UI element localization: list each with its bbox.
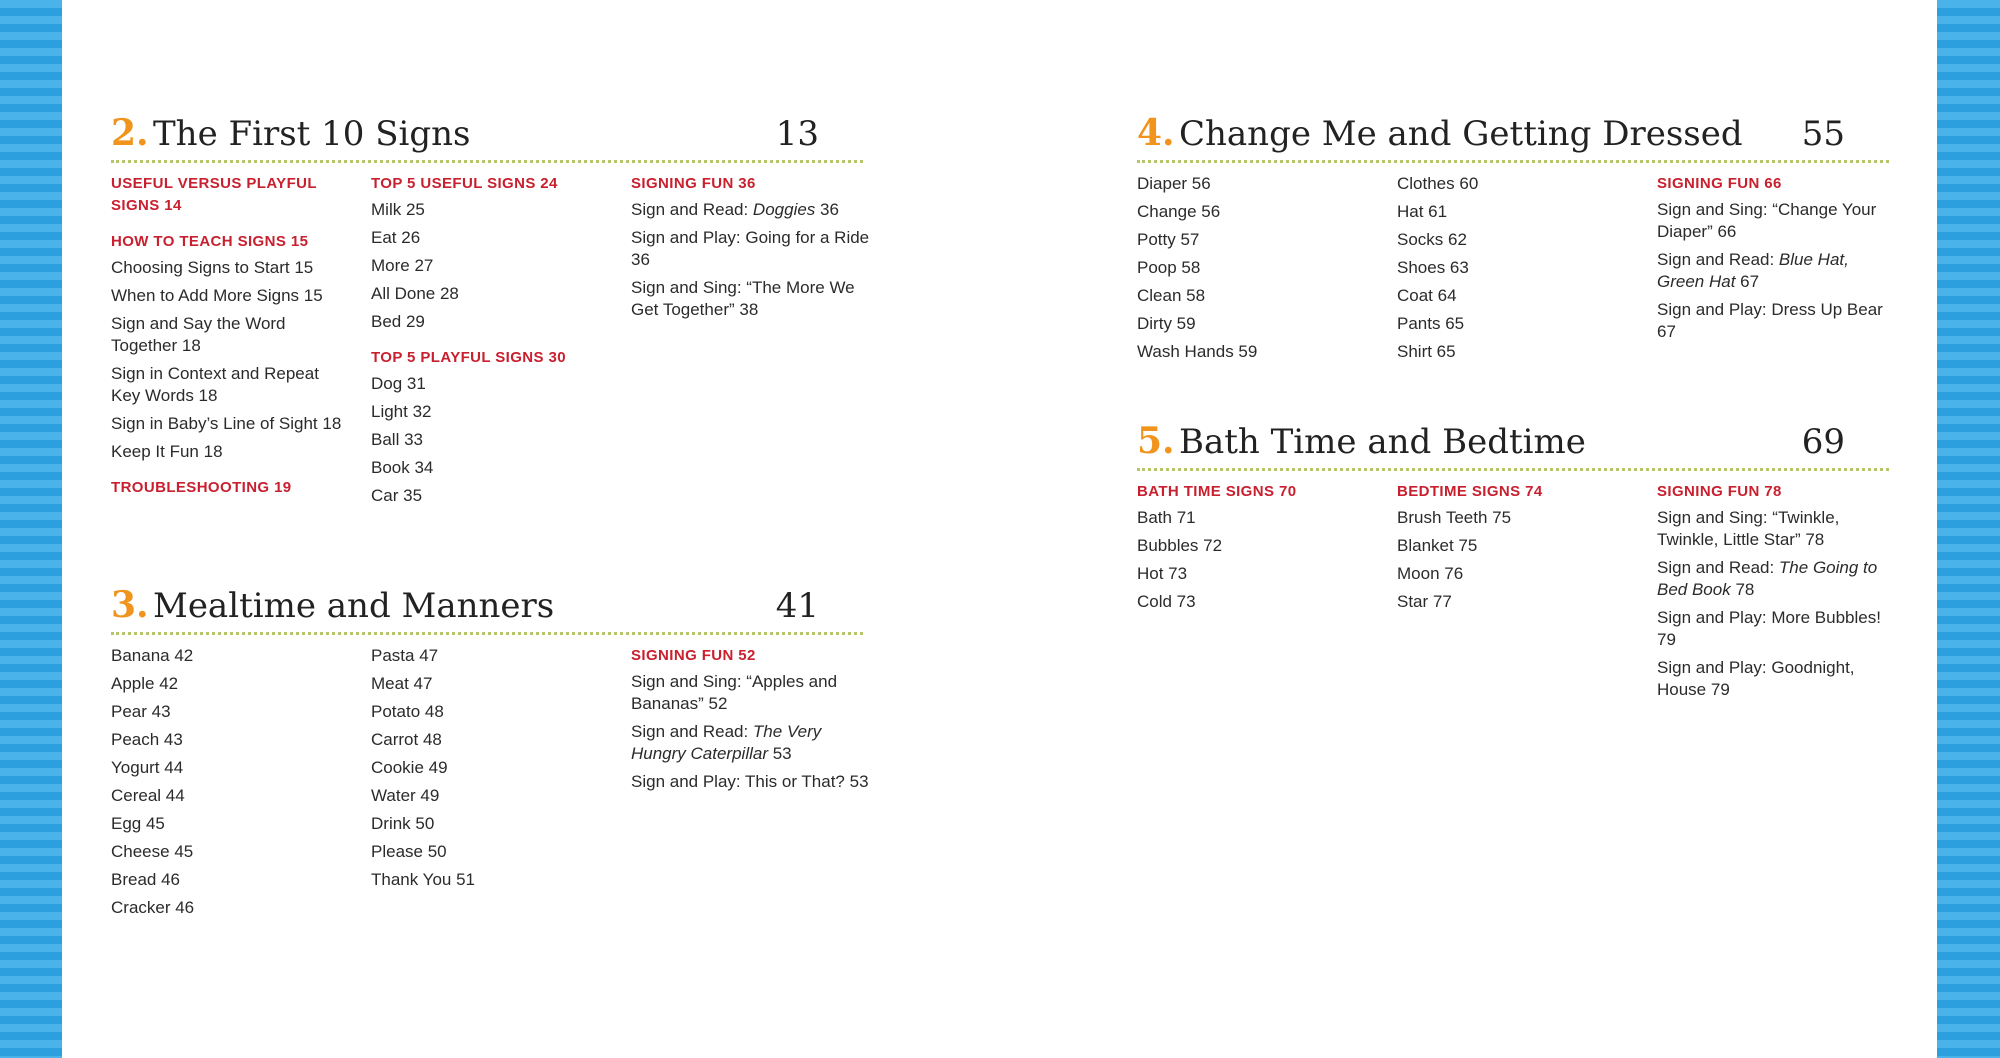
- toc-entry: Bread 46: [111, 870, 180, 889]
- column-2: [371, 645, 611, 897]
- toc-entry: Dirty 59: [1137, 314, 1196, 333]
- toc-entry: Car 35: [371, 486, 423, 505]
- chapter-title: Bath Time and Bedtime: [1179, 422, 1586, 462]
- column-2: [371, 173, 611, 513]
- section-heading: TOP 5 USEFUL SIGNS 24: [371, 175, 558, 192]
- section-heading: BATH TIME SIGNS 70: [1137, 483, 1297, 500]
- chapter-number: 2.: [111, 112, 149, 154]
- toc-entry: Eat 26: [371, 228, 421, 247]
- entry-prefix: Sign and Read:: [631, 722, 753, 741]
- toc-entry: Sign and Sing: “Apples and Bananas” 52: [631, 672, 838, 713]
- toc-entry: Sign and Play: This or That? 53: [631, 772, 869, 791]
- toc-entry: Sign and Play: More Bubbles! 79: [1657, 608, 1881, 649]
- toc-entry: All Done 28: [371, 284, 459, 303]
- column-3: [631, 173, 871, 327]
- entry-page: 53: [768, 744, 792, 763]
- column-2: [1397, 481, 1637, 619]
- toc-entry: Sign and Sing: “Twinkle, Twinkle, Little Star” 78: [1657, 508, 1840, 549]
- chapter-number: 5.: [1137, 420, 1175, 462]
- toc-entry: Bed 29: [371, 312, 425, 331]
- chapter-heading: [111, 584, 863, 635]
- section-heading: HOW TO TEACH SIGNS 15: [111, 233, 309, 250]
- column-1: [111, 173, 351, 503]
- toc-entry: Sign and Sing: “Change Your Diaper” 66: [1657, 200, 1877, 241]
- toc-entry: [631, 721, 871, 765]
- section-heading: USEFUL VERSUS PLAYFUL SIGNS 14: [111, 175, 317, 214]
- toc-entry: When to Add More Signs 15: [111, 286, 323, 305]
- chapter-page: 13: [775, 114, 819, 154]
- section-heading: SIGNING FUN 36: [631, 175, 756, 192]
- toc-entry: Sign and Say the Word Together 18: [111, 314, 286, 355]
- column-3: [1657, 173, 1897, 349]
- toc-entry: Shoes 63: [1397, 258, 1469, 277]
- left-border-stripes: [0, 0, 62, 1058]
- toc-entry: Brush Teeth 75: [1397, 508, 1512, 527]
- toc-entry: Sign and Play: Going for a Ride 36: [631, 228, 870, 269]
- toc-entry: Hot 73: [1137, 564, 1188, 583]
- toc-entry: Carrot 48: [371, 730, 442, 749]
- toc-entry: Thank You 51: [371, 870, 475, 889]
- toc-entry: Sign in Context and Repeat Key Words 18: [111, 364, 319, 405]
- toc-entry: Keep It Fun 18: [111, 442, 223, 461]
- toc-entry: Yogurt 44: [111, 758, 184, 777]
- toc-entry: Milk 25: [371, 200, 425, 219]
- column-3: [631, 645, 871, 799]
- chapter-heading: [1137, 420, 1889, 471]
- toc-entry: Coat 64: [1397, 286, 1457, 305]
- column-1: [1137, 173, 1377, 369]
- section-heading: SIGNING FUN 52: [631, 647, 756, 664]
- toc-entry: Apple 42: [111, 674, 179, 693]
- column-1: [1137, 481, 1377, 619]
- toc-entry: Dog 31: [371, 374, 426, 393]
- toc-entry: Wash Hands 59: [1137, 342, 1258, 361]
- toc-entry: Pasta 47: [371, 646, 439, 665]
- toc-entry: Sign and Play: Dress Up Bear 67: [1657, 300, 1883, 341]
- section-heading: SIGNING FUN 78: [1657, 483, 1782, 500]
- chapter-page: 69: [1801, 422, 1845, 462]
- toc-entry: Moon 76: [1397, 564, 1464, 583]
- toc-entry: Blanket 75: [1397, 536, 1478, 555]
- chapter-3: [111, 584, 869, 945]
- chapter-number: 3.: [111, 584, 149, 626]
- chapter-4: [1137, 112, 1889, 403]
- toc-entry: [1657, 249, 1897, 293]
- toc-entry: Drink 50: [371, 814, 435, 833]
- toc-entry: Please 50: [371, 842, 447, 861]
- entry-prefix: Sign and Read:: [1657, 250, 1779, 269]
- toc-entry: Sign and Sing: “The More We Get Together” 38: [631, 278, 855, 319]
- toc-entry: Peach 43: [111, 730, 183, 749]
- toc-entry: Bubbles 72: [1137, 536, 1223, 555]
- toc-entry: Potato 48: [371, 702, 444, 721]
- chapter-heading: [111, 112, 863, 163]
- chapter-2: [111, 112, 870, 553]
- column-1: [111, 645, 351, 925]
- book-title: The Going to Bed Book: [1657, 558, 1878, 599]
- toc-entry: Cookie 49: [371, 758, 448, 777]
- toc-entry: Cheese 45: [111, 842, 194, 861]
- section-heading: TOP 5 PLAYFUL SIGNS 30: [371, 349, 566, 366]
- chapter-number: 4.: [1137, 112, 1175, 154]
- toc-entry: Cold 73: [1137, 592, 1196, 611]
- book-title: Blue Hat, Green Hat: [1657, 250, 1849, 291]
- right-border-stripes: [1937, 0, 2000, 1058]
- toc-entry: Bath 71: [1137, 508, 1196, 527]
- toc-entry: Clothes 60: [1397, 174, 1479, 193]
- entry-prefix: Sign and Read:: [1657, 558, 1779, 577]
- toc-entry: Ball 33: [371, 430, 423, 449]
- toc-entry: [631, 199, 871, 221]
- toc-entry: Egg 45: [111, 814, 165, 833]
- book-title: The Very Hungry Caterpillar: [631, 722, 822, 763]
- chapter-page: 55: [1801, 114, 1845, 154]
- chapter-title: Change Me and Getting Dressed: [1179, 114, 1743, 154]
- section-heading: SIGNING FUN 66: [1657, 175, 1782, 192]
- entry-page: 67: [1735, 272, 1760, 291]
- toc-entry: [1657, 557, 1897, 601]
- toc-entry: Diaper 56: [1137, 174, 1211, 193]
- toc-entry: Meat 47: [371, 674, 433, 693]
- toc-entry: Sign and Play: Goodnight, House 79: [1657, 658, 1855, 699]
- toc-entry: Banana 42: [111, 646, 194, 665]
- toc-entry: Shirt 65: [1397, 342, 1456, 361]
- section-heading: TROUBLESHOOTING 19: [111, 479, 292, 496]
- toc-entry: Clean 58: [1137, 286, 1206, 305]
- toc-entry: Poop 58: [1137, 258, 1201, 277]
- chapter-5: [1137, 420, 1889, 721]
- entry-page: 36: [815, 200, 839, 219]
- chapter-heading: [1137, 112, 1889, 163]
- toc-entry: Pear 43: [111, 702, 171, 721]
- toc-entry: Light 32: [371, 402, 432, 421]
- toc-entry: Book 34: [371, 458, 434, 477]
- toc-entry: Pants 65: [1397, 314, 1465, 333]
- toc-entry: Potty 57: [1137, 230, 1200, 249]
- toc-entry: Socks 62: [1397, 230, 1467, 249]
- toc-entry: Change 56: [1137, 202, 1221, 221]
- chapter-title: Mealtime and Manners: [153, 586, 555, 626]
- book-title: Doggies: [752, 200, 816, 219]
- chapter-title: The First 10 Signs: [153, 114, 471, 154]
- entry-page: 78: [1730, 580, 1755, 599]
- toc-entry: Star 77: [1397, 592, 1452, 611]
- toc-entry: Hat 61: [1397, 202, 1448, 221]
- column-2: [1397, 173, 1637, 369]
- toc-entry: Sign in Baby’s Line of Sight 18: [111, 414, 342, 433]
- toc-entry: Cracker 46: [111, 898, 195, 917]
- chapter-page: 41: [775, 586, 819, 626]
- toc-entry: Cereal 44: [111, 786, 185, 805]
- section-heading: BEDTIME SIGNS 74: [1397, 483, 1543, 500]
- toc-entry: Choosing Signs to Start 15: [111, 258, 314, 277]
- toc-entry: Water 49: [371, 786, 440, 805]
- column-3: [1657, 481, 1897, 707]
- entry-prefix: Sign and Read:: [631, 200, 753, 219]
- toc-entry: More 27: [371, 256, 434, 275]
